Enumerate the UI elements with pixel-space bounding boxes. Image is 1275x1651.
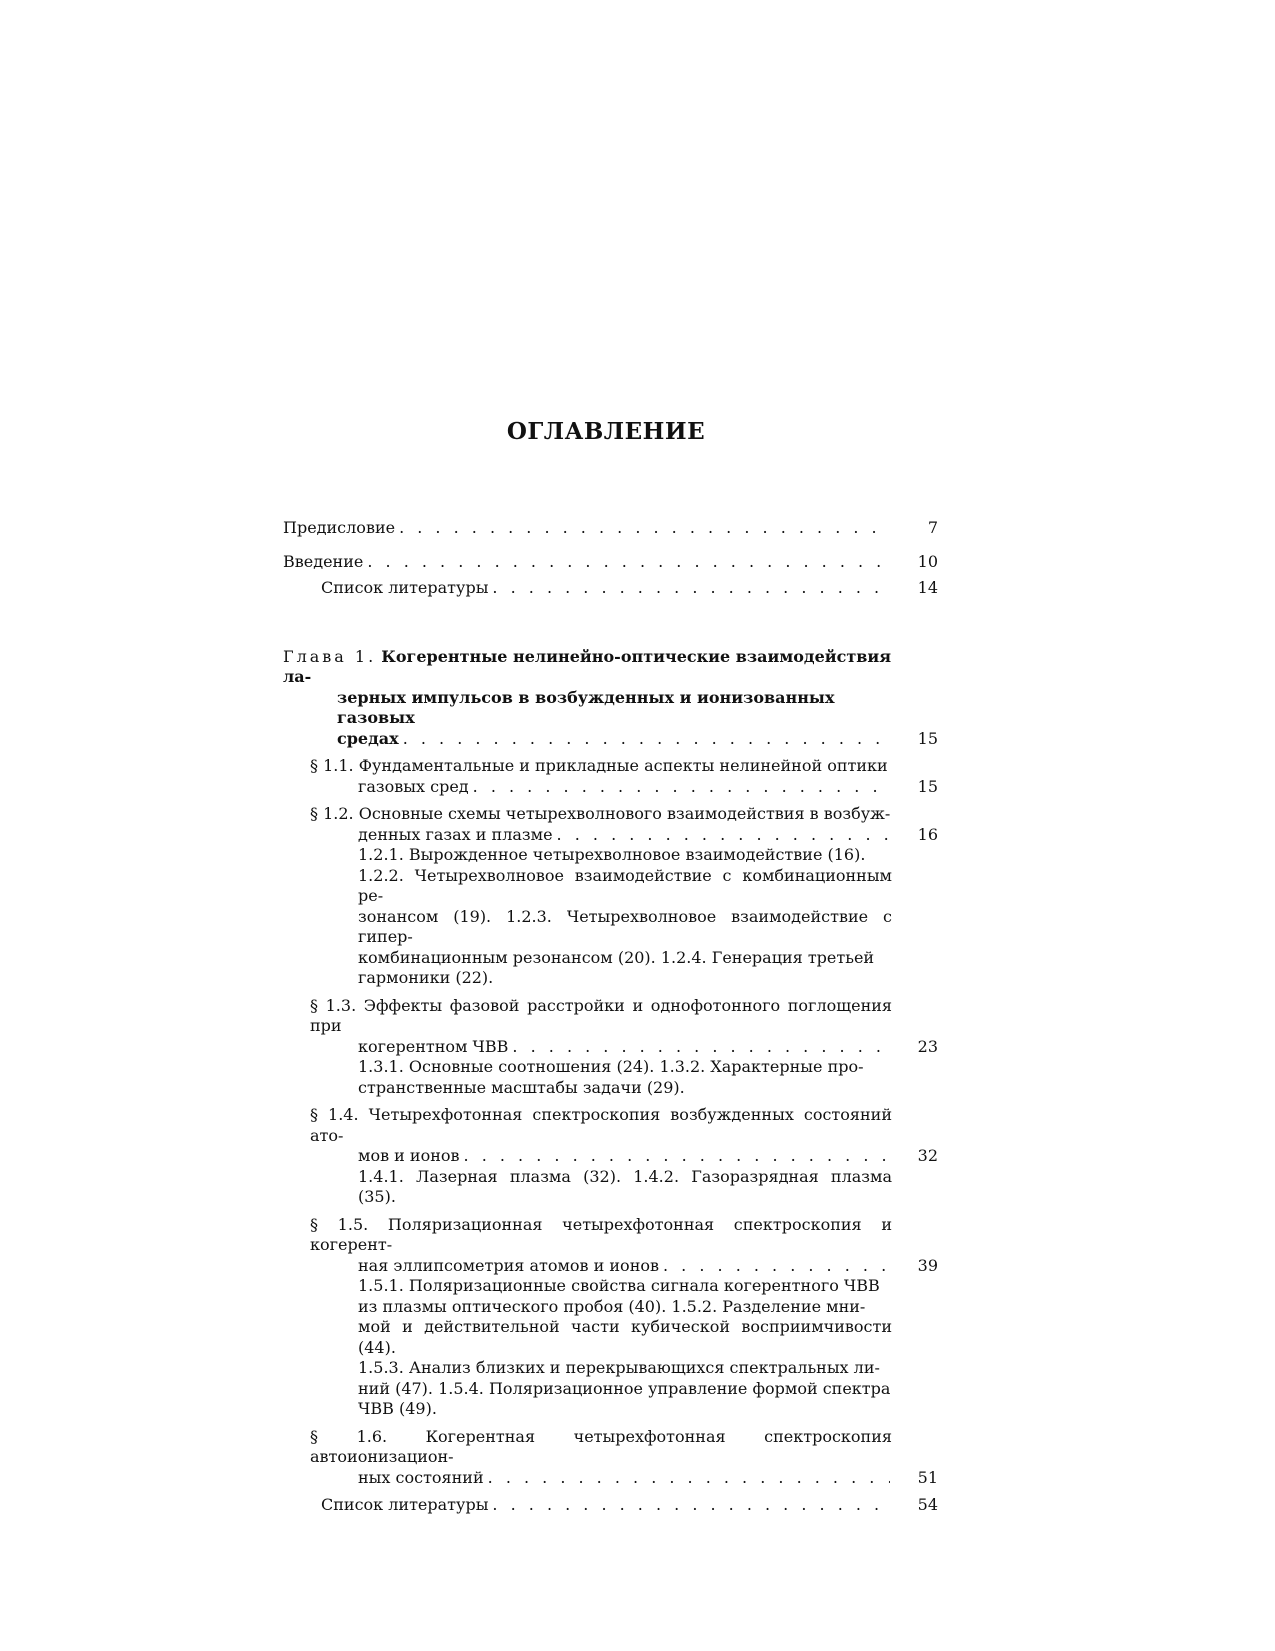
toc-page-number: 39 <box>917 1255 938 1275</box>
section-title-part: Четырехфотонная спектроскопия возбужденных состояний ато- <box>310 1105 892 1145</box>
section-title-line <box>283 996 892 1037</box>
section-title-part: Фундаментальные и прикладные аспекты нелинейной оптики <box>358 756 888 775</box>
section-title-line <box>283 756 892 777</box>
section-title-part: ных состояний <box>358 1467 484 1487</box>
subsection-line: ний (47). 1.5.4. Поляризационное управление формой спектра <box>358 1378 891 1398</box>
section-number: § 1.2. <box>310 804 354 823</box>
toc-section-1-4[interactable] <box>283 1105 938 1208</box>
subsection-line: зонансом (19). 1.2.3. Четырехволновое взаимодействие с гипер- <box>358 906 892 946</box>
dot-leader <box>512 1037 890 1058</box>
toc-section-1-1[interactable] <box>283 756 938 797</box>
section-title-line <box>283 777 938 798</box>
toc-page-number: 32 <box>917 1146 938 1165</box>
subsection-line: 1.2.1. Вырожденное четырехволновое взаимодействие (16). <box>358 845 866 864</box>
section-title-part: газовых сред <box>358 776 469 796</box>
section-title-part: Когерентная четырехфотонная спектроскопия автоионизацион- <box>310 1426 892 1466</box>
dot-leader <box>399 518 890 539</box>
section-title-line <box>283 825 938 846</box>
section-title-line <box>283 1146 938 1167</box>
subsection-line: 1.4.1. Лазерная плазма (32). 1.4.2. Газоразрядная плазма (35). <box>358 1166 892 1206</box>
toc-section-1-3[interactable] <box>283 996 938 1099</box>
dot-leader <box>492 1495 890 1516</box>
section-title-part: Основные схемы четырехволнового взаимодействия в возбуж- <box>358 804 891 823</box>
toc-page-number: 16 <box>917 824 938 844</box>
section-title-part: когерентном ЧВВ <box>358 1036 509 1056</box>
subsection-line: 1.2.2. Четырехволновое взаимодействие с комбинационным ре- <box>358 865 892 905</box>
subsection-line: гармоники (22). <box>358 968 494 987</box>
toc-chapter-1[interactable] <box>283 647 938 750</box>
chapter-title-part: зерных импульсов в возбужденных и ионизованных газовых <box>337 687 835 727</box>
toc-entry-label: Список литературы <box>321 578 489 597</box>
page-title: ОГЛАВЛЕНИЕ <box>506 418 706 445</box>
toc-section-1-6[interactable] <box>283 1427 938 1489</box>
subsection-line: 1.5.3. Анализ близких и перекрывающихся спектральных ли- <box>358 1358 880 1377</box>
toc-entry-preface[interactable] <box>283 518 938 539</box>
subsection-list <box>283 1276 892 1420</box>
subsection-line: мой и действительной части кубической восприимчивости (44). <box>358 1317 892 1357</box>
section-number: § 1.3. <box>310 995 357 1015</box>
section-title-line <box>283 1256 938 1277</box>
dot-leader <box>367 552 890 573</box>
subsection-list <box>283 845 892 989</box>
dot-leader <box>488 1468 890 1489</box>
section-title-part: Поляризационная четырехфотонная спектроскопия и когерент- <box>310 1214 892 1254</box>
subsection-line: ЧВВ (49). <box>358 1399 437 1418</box>
dot-leader <box>492 578 890 599</box>
toc-entry-label: Список литературы <box>321 1495 489 1514</box>
chapter-title-line <box>283 729 938 750</box>
toc-page-number: 15 <box>917 728 938 748</box>
section-title-part: Эффекты фазовой расстройки и однофотонного поглощения при <box>310 995 892 1035</box>
dot-leader <box>464 1146 890 1167</box>
dot-leader <box>403 729 890 750</box>
chapter-title-line <box>283 688 892 729</box>
toc-page-number: 10 <box>917 551 938 571</box>
section-number: § 1.4. <box>310 1105 359 1124</box>
dot-leader <box>473 777 890 798</box>
section-number: § 1.6. <box>310 1426 388 1446</box>
section-title-part: ная эллипсометрия атомов и ионов <box>358 1255 659 1275</box>
subsection-line: странственные масштабы задачи (29). <box>358 1077 685 1097</box>
dot-leader <box>557 825 890 846</box>
chapter-title-line <box>283 647 892 688</box>
subsection-line: комбинационным резонансом (20). 1.2.4. Генерация третьей <box>358 947 875 967</box>
section-title-line <box>283 1427 892 1468</box>
chapter-title-part: Когерентные нелинейно-оптические взаимодействия ла- <box>283 646 892 686</box>
section-number: § 1.1. <box>310 756 354 775</box>
toc-entry-chapter1-references[interactable] <box>283 1495 938 1516</box>
toc-page-number: 23 <box>917 1036 938 1056</box>
section-title-line <box>283 1468 938 1489</box>
subsection-line: 1.3.1. Основные соотношения (24). 1.3.2. Характерные про- <box>358 1057 864 1076</box>
subsection-line: из плазмы оптического пробоя (40). 1.5.2. Разделение мни- <box>358 1296 866 1316</box>
subsection-list <box>283 1057 892 1098</box>
toc-entry-intro-references[interactable] <box>283 578 938 599</box>
toc-section-1-2[interactable] <box>283 804 938 989</box>
toc-section-1-5[interactable] <box>283 1215 938 1420</box>
chapter-title-part: средах <box>337 728 399 748</box>
toc-page-number: 15 <box>917 776 938 796</box>
toc-page-number: 51 <box>917 1467 938 1487</box>
toc-page-number: 7 <box>927 518 938 537</box>
toc-entry-label: Предисловие <box>283 518 396 537</box>
dot-leader <box>663 1256 890 1277</box>
toc-page-number: 54 <box>917 1495 938 1514</box>
toc-entry-intro[interactable] <box>283 552 938 573</box>
section-title-part: мов и ионов <box>358 1146 460 1165</box>
section-number: § 1.5. <box>310 1214 369 1234</box>
section-title-line <box>283 1215 892 1256</box>
toc-page-number: 14 <box>917 578 938 597</box>
chapter-prefix: Глава 1. <box>283 646 377 666</box>
table-of-contents <box>283 518 938 1516</box>
section-title-line <box>283 1105 892 1146</box>
subsection-line: 1.5.1. Поляризационные свойства сигнала когерентного ЧВВ <box>358 1276 880 1295</box>
subsection-list <box>283 1167 892 1208</box>
toc-entry-label: Введение <box>283 551 364 571</box>
section-title-part: денных газах и плазме <box>358 824 553 844</box>
section-title-line <box>283 804 892 825</box>
section-title-line <box>283 1037 938 1058</box>
